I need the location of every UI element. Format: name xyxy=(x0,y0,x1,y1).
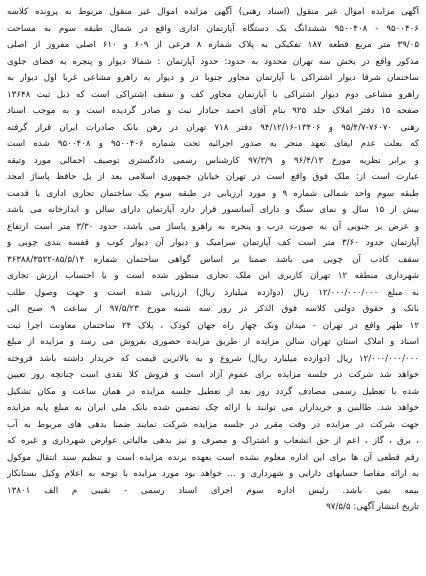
notice-line: آپارتمان حدود ۳/۶۰ متر است کف آپارتمان سرامیک و دیوار آن دیوار کوب و قفسه بندی چوبی و xyxy=(7,238,419,248)
notice-line: ساختمان شرقا دیوار اشتراکی با آپارتمان مجاور جنوبا در و دیوار به راهرو مشاعی غربا اول دیوار به xyxy=(7,73,419,83)
notice-line: جهت شرکت در مزایده در وقت مقرر در جلسه مزایده شرکت نمایند ضمنا بدهی های مربوط به آب xyxy=(7,419,419,430)
notice-line: ۳۹/۰۵ متر مربع قطعه ۱۸۷ تفکیکی به پلاک شماره ۸ فرعی از ۶۰۹ و ۶۱۰ اصلی مفروز از اصلی xyxy=(7,40,419,50)
publication-date: تاریخ انتشار آگهی: ۹۷/۵/۵ xyxy=(326,502,419,512)
notice-line: شهرداری منطقه ۱۲ تهران کاربری این ملک تجاری منظور شده است و با احتساب ارزش تجاری xyxy=(7,271,419,281)
notice-line: خواهد شد شرکت در جلسه مزایده برای عموم آزاد است و فروش کلا نقدی است چنانچه روز تعیین xyxy=(7,370,419,380)
notice-line: اسناد و املاک استان تهران سالن مزایده از طریق مزایده حضوری بفروش می رسد و مزایده از مبلغ xyxy=(7,337,419,347)
notice-line: و عرض بر جنوبی آن به صورت درب و پنجره به راهرو پاساژ می باشد، حدود ۳/۳۰ متر است ارتفاع xyxy=(7,221,419,232)
notice-line: رقم قطعی آن ها برای این اداره معلوم نشده است بعهده برنده مزایده است و تنظیم سند انتقال موکول xyxy=(7,452,419,463)
notice-line: رهنی ۷۶۰۷۰-۹۵/۴/۷ و ۱۳۴۰۶-۹۴/۱۲/۱۶ دفتر ۷۱۸ تهران در رهن بانک صادرات ایران قرار گرفته xyxy=(7,122,419,133)
notice-line: بیش از ۱۵ سال و نمای سنگ و دارای آسانسور قرار دارد آپارتمان دارای سالن و ابدارخانه می باشد xyxy=(7,205,419,215)
notice-line: صفحه ۱۵ دفتر املاک جلد ۹۲۵ بنام آقای احمد حیادار ثبت و صادر گردیده است و به موجب اسناد xyxy=(7,106,419,116)
notice-line: ۱۲/۰۰۰/۰۰۰/۰۰۰ ریال (دوازده میلیارد ریال) شروع و به بالاترین قیمت که خریدار داشته باشد فروخته xyxy=(7,353,419,364)
notice-line: سقف کاذب آن چوبی می باشد ضمنا بر اساس گواهی ساختمان شماره ۸۵/۵/۱۴-۳۶۳۸۸/۳۵۲۲ xyxy=(7,254,419,265)
notice-line: خواهد شد. طالبین و خریداران می توانند با ارائه چک تضمین شده بانک ملی ایران به مبلغ پایه مزایده xyxy=(7,403,419,413)
auction-notice-text xyxy=(4,3,422,573)
notice-line: ۹۵۰۰۴۰۶ - ۹۵۰۰۴۰۸ ششدانگ یک دستگاه آپارتمان اداری واقع در شمال طبقه سوم به مساحت xyxy=(7,23,419,34)
notice-line: آگهی مزایده اموال غیر منقول (اسناد رهنی) آگهی مزایده اموال غیر منقول مربوط به پرونده کلاسه xyxy=(7,7,419,17)
notice-line: عبارت است از: ملک فوق واقع است در تهران خیابان جمهوری اسلامی بعد از پل حافظ پاساژ امجد xyxy=(7,172,419,182)
notice-line: شده با تعطیل رسمی مصادف گردد روز بعد از تعطیل جلسه مزایده در همان ساعت و مکان تشکیل xyxy=(7,386,419,397)
notice-line: طبقه سوم واحد شمالی شماره ۹ و مورد ارزیابی در طبقه سوم یک ساختمان تجاری اداری با قدمت xyxy=(7,188,419,199)
notice-line: و برابر نظریه مورخ ۹۶/۴/۱۳ و ۹۷/۳/۹ کارشناس رسمی دادگستری توصیف اجمالی مورد وثیقه xyxy=(7,155,419,166)
notice-line: به ارائه مفاصا حسابهای دارایی و شهرداری و ... خواهد بود مورد مزایده با توجه به اعلام وکیل بستانکار xyxy=(7,469,419,479)
notice-line: ، برق ، گاز ، اعم از حق انشعاب و اشتراک و مصرف و نیز بدهی مالیاتی عوارض شهرداری و غیره که xyxy=(7,436,419,446)
notice-line: که بعلت عدم ایفای تعهد منجر به صدور اجرائیه تحت شماره ۹۵۰۰۴۰۶ و ۹۵۰۰۴۰۸ شده است xyxy=(7,139,419,149)
notice-line: بیمه نمی باشد. رئیس اداره سوم اجرای اسناد رسمی - نقیبی م الف ۱۳۸۰۱ xyxy=(7,485,419,496)
notice-line: بانک و حقوق دولتی کلاسه فوق الذکر در روز سه شنبه مورخ ۹۷/۵/۲۳ از ساعت ۹ صبح الی xyxy=(7,304,419,314)
notice-line: راهرو مشاعی دوم دیوار اشتراکی با آپارتمان مجاور کف و سقف اشتراکی است که ذیل ثبت ۱۳۶۴۸ xyxy=(7,89,419,100)
notice-line: مذکور واقع در بخش سه تهران محدود به حدود: حدود آپارتمان : شمالا دیوار و پنجره به فضای جلوی xyxy=(7,56,419,67)
notice-line: ۱۲ ظهر واقع در تهران - میدان ونک چهار راه جهان کودک ، پلاک ۲۴ ساختمان معاونت اجرا ثبت xyxy=(7,320,419,331)
notice-line: به مبلغ ۱۲/۰۰۰/۰۰۰/۰۰۰ ریال (دوازده میلیارد ریال) ارزیابی شده است و جهت وصول طلب xyxy=(7,287,419,298)
